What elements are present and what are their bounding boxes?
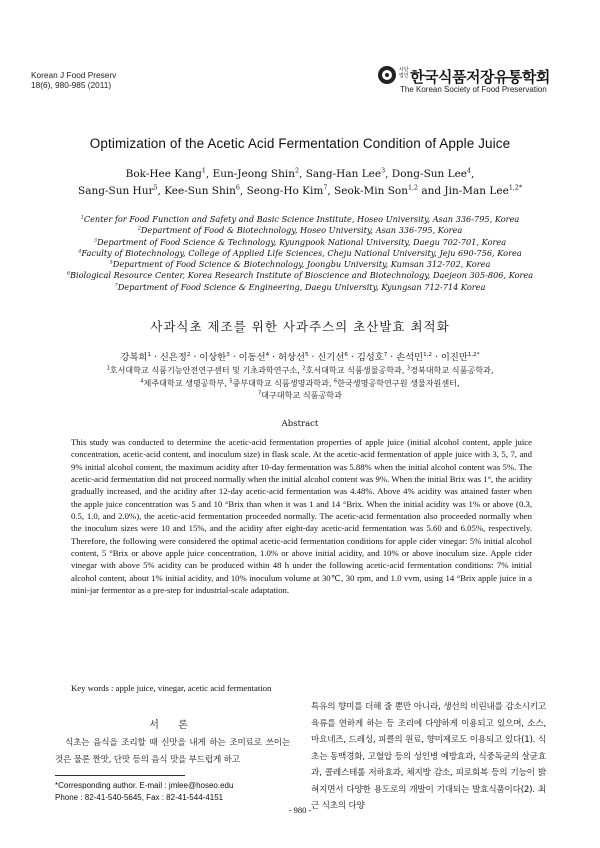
affiliation-list bbox=[0, 214, 600, 293]
author-name-kr: 이상한 bbox=[199, 352, 227, 363]
author-separator: , bbox=[239, 185, 247, 197]
affiliation-item bbox=[0, 237, 600, 248]
affiliation-text: Biological Resource Center, Korea Research Institute of Bioscience and Biotechnology, Daejeon 305-806, Korea bbox=[69, 270, 534, 281]
society-name-en: The Korean Society of Food Preservation bbox=[400, 85, 547, 94]
affiliation-mark-kr: 5 bbox=[229, 377, 233, 384]
journal-volume: 18(6), 980-985 (2011) bbox=[31, 80, 112, 90]
society-logo bbox=[378, 66, 578, 96]
affiliation-item bbox=[0, 225, 600, 236]
society-name-kr: 한국식품저장유통학회 bbox=[410, 68, 550, 86]
affiliation-text-kr: 경북대학교 식품공학과, bbox=[410, 365, 494, 375]
author-affil-mark: 2 bbox=[294, 167, 299, 175]
affiliation-item bbox=[0, 282, 600, 293]
author-affil-mark-kr: 3 bbox=[226, 351, 230, 358]
affiliation-text: Department of Food Science & Technology, Kyungpook National University, Daegu 702-701, Korea bbox=[96, 236, 507, 247]
footnote-divider bbox=[55, 775, 185, 776]
author-separator-kr: · bbox=[150, 352, 160, 363]
author-affil-mark-kr: 6 bbox=[344, 351, 348, 358]
author-affil-mark: 3 bbox=[381, 167, 386, 175]
affiliation-mark: 5 bbox=[109, 259, 113, 266]
affiliation-text-kr: 제주대학교 생명공학부, bbox=[143, 377, 230, 388]
affiliation-mark: 1 bbox=[80, 214, 84, 221]
author-affil-mark: 4 bbox=[467, 167, 472, 175]
affiliation-text-kr: 호서대학교 식품생물공학과, bbox=[305, 365, 407, 375]
affiliation-mark: 7 bbox=[114, 282, 118, 289]
author-name-kr: 손석민 bbox=[396, 352, 424, 363]
author-affil-mark-kr: 2 bbox=[186, 351, 191, 358]
author-name: Jin-Man Lee bbox=[444, 185, 509, 197]
affiliation-item bbox=[0, 214, 600, 225]
affiliation-text-kr: 중부대학교 식품생명과학과, bbox=[232, 377, 335, 388]
affiliation-line-kr bbox=[0, 389, 600, 402]
affiliation-mark-kr: 3 bbox=[407, 365, 411, 372]
author-separator: and bbox=[418, 185, 445, 197]
affiliation-text-kr: 호서대학교 식품기능안전연구센터 및 기초과학연구소, bbox=[109, 365, 303, 375]
footnote-phone: Phone : 82-41-540-5645, Fax : 82-41-544-4151 bbox=[55, 792, 224, 802]
author-name: Sang-Sun Hur bbox=[78, 185, 154, 197]
section-heading-introduction: 서 론 bbox=[149, 720, 196, 731]
author-name: Kee-Sun Shin bbox=[164, 185, 236, 197]
author-separator: , bbox=[157, 185, 165, 197]
author-name-kr: 강복희 bbox=[120, 352, 148, 363]
affiliation-mark-kr: 7 bbox=[258, 390, 262, 397]
author-separator-kr: · bbox=[269, 352, 279, 363]
corresponding-author-footnote bbox=[55, 780, 233, 803]
author-name: Dong-Sun Lee bbox=[391, 168, 468, 180]
author-separator: , bbox=[299, 168, 306, 180]
society-small-label: 사단 법인 bbox=[399, 67, 409, 79]
author-separator: , bbox=[385, 168, 392, 180]
author-line-2 bbox=[0, 183, 600, 200]
affiliation-text: Department of Food Science & Biotechnology, Joongbu University, Kumsan 312-702, Korea bbox=[112, 259, 491, 270]
author-affil-mark-kr: 1,2 bbox=[423, 351, 433, 358]
affiliation-text-kr: 한국생명공학연구원 생물자원센터, bbox=[337, 377, 460, 388]
author-affil-mark: 6 bbox=[235, 184, 240, 192]
author-name-kr: 이동선 bbox=[238, 352, 266, 363]
author-separator-kr: · bbox=[387, 352, 397, 363]
author-separator-kr: · bbox=[347, 352, 357, 363]
author-separator: , bbox=[205, 168, 213, 180]
author-affil-mark-kr: 4 bbox=[265, 351, 270, 358]
affiliation-item bbox=[0, 270, 600, 281]
affiliation-list-kr bbox=[0, 364, 600, 402]
abstract-heading: Abstract bbox=[281, 419, 319, 429]
affiliation-mark: 3 bbox=[93, 236, 97, 243]
author-name-kr: 허상선 bbox=[278, 352, 305, 363]
affiliation-mark-kr: 2 bbox=[302, 365, 306, 372]
author-name-kr: 이진만 bbox=[440, 352, 468, 363]
affiliation-item bbox=[0, 248, 600, 259]
keywords: Key words : apple juice, vinegar, acetic acid fermentation bbox=[71, 683, 272, 693]
author-name-kr: 김성호 bbox=[356, 352, 384, 363]
author-affil-mark: 1,2 bbox=[407, 184, 418, 192]
affiliation-mark: 4 bbox=[78, 248, 82, 255]
author-affil-mark: 5 bbox=[153, 184, 158, 192]
affiliation-text: Department of Food Science & Engineering, Daegu University, Kyungsan 712-714 Korea bbox=[117, 281, 486, 292]
author-name: Sang-Han Lee bbox=[305, 168, 382, 180]
affiliation-text: Center for Food Function and Safety and Basic Science Institute, Hoseo University, Asan 336-795, Korea bbox=[83, 214, 520, 224]
author-separator-kr: · bbox=[190, 352, 200, 363]
affiliation-text: Faculty of Biotechnology, College of Applied Life Sciences, Cheju National University, Jeju 690-756, Korea bbox=[81, 247, 522, 258]
author-name: Seok-Min Son bbox=[334, 185, 408, 197]
author-affil-mark: 7 bbox=[323, 184, 328, 192]
affiliation-mark-kr: 6 bbox=[334, 377, 338, 384]
author-separator: , bbox=[327, 185, 335, 197]
author-affil-mark: 1,2* bbox=[508, 184, 522, 192]
author-name: Bok-Hee Kang bbox=[125, 168, 202, 180]
society-emblem-icon bbox=[378, 66, 396, 84]
author-separator-kr: · bbox=[432, 352, 441, 363]
author-separator-kr: · bbox=[308, 352, 318, 363]
affiliation-text: Department of Food & Biotechnology, Hoseo University, Asan 336-795, Korea bbox=[140, 225, 463, 236]
affiliation-mark: 2 bbox=[137, 225, 141, 232]
intro-column-left bbox=[55, 735, 290, 768]
author-separator: , bbox=[471, 168, 475, 180]
journal-name: Korean J Food Preserv bbox=[31, 70, 117, 80]
footnote-email: *Corresponding author. E-mail : jmlee@hoseo.edu bbox=[55, 781, 234, 790]
page-number: - 980 - bbox=[288, 805, 312, 815]
author-name: Seong-Ho Kim bbox=[246, 185, 324, 197]
affiliation-line-kr bbox=[0, 377, 600, 390]
affiliation-mark-kr: 4 bbox=[140, 377, 144, 384]
intro-paragraph-right: 특유의 향미를 더해 줄 뿐만 아니라, 생선의 비린내를 감소시키고 육류를 연하게 하는 등 조리에 다양하게 이용되고 있으며, 소스, 마요네즈, 드레싱, 피클의 원료, 향미제로도 이용되고 있다(1). 식초는 동맥경화, 고혈압 등의 성인병 예방효과, 식중독균의 살균효과, 콜레스테롤 저하효과, 체지방 감소, 피로회복 등의 기능이 밝혀지면서 다양한 용도로의 개발이 기대되는 발효식품이다(2). 최근 식초의 다양 bbox=[311, 702, 546, 811]
author-name: Eun-Jeong Shin bbox=[212, 168, 295, 180]
affiliation-line-kr bbox=[0, 364, 600, 377]
author-affil-mark-kr: 1,2* bbox=[467, 351, 480, 358]
author-affil-mark-kr: 7 bbox=[383, 351, 388, 358]
author-name-kr: 신은정 bbox=[159, 352, 187, 363]
abstract-body: This study was conducted to determine the acetic-acid fermentation properties of apple juice (initial alcohol content, apple juice concentration, acetic-acid content, and inoculum size) in flask scale. At the acetic-acid fermentation of apple juice with 3, 5, 7, and 9% initial alcohol content, the maximum acidity after 10-day fermentation was 5.88% when the initial alcohol content was 5%. The acetic-acid fermentation did not proceed normally when the initial alcohol content was 9%. When the initial Brix was 1°, the acidity gradually increased, and the acidity after 12-day acetic-acid fermentation was 4.48%. Above 4% acidity was attained faster when the apple juice concentration was 5 and 10 °Brix than when it was 1 and 14 °Brix. When the initial acidity was 1% or above (0.3, 0.5, 1.0, and 2.0%), the acetic-acid fermentation proceeded normally. The acetic-acid fermentation also proceeded normally when the inoculum sizes were 10 and 15%, and the acidity after eight-day acetic-acid fermentation was 5.60 and 6.05%, respectively. Therefore, the following were considered the optimal acetic-acid fermentation conditions for apple cider vinegar: 5% initial alcohol content, 5 °Brix or above apple juice concentration, 1.0% or above initial acidity, and 10% or above inoculum size. Apple cider vinegar with above 5% acidity can be produced within 48 h under the following acetic-acid fermentation conditions: 7% initial alcohol content, about 1% initial acidity, and 10% inoculum volume at 30℃, 30 rpm, and 1.0 vvm, using 14 °Brix apple juice in a mini-jar fermentor as a pre-step for industrial-scale adaptation. bbox=[71, 437, 532, 596]
author-list-kr bbox=[0, 349, 600, 363]
author-affil-mark-kr: 5 bbox=[304, 351, 309, 358]
paper-title-kr: 사과식초 제조를 위한 사과주스의 초산발효 최적화 bbox=[150, 319, 450, 334]
journal-citation bbox=[31, 70, 116, 90]
author-list bbox=[0, 166, 600, 200]
paper-title: Optimization of the Acetic Acid Fermentation Condition of Apple Juice bbox=[89, 136, 511, 151]
affiliation-item bbox=[0, 259, 600, 270]
affiliation-text-kr: 대구대학교 식품공학과 bbox=[261, 390, 342, 400]
intro-paragraph-left: 식초는 음식을 조리할 때 신맛을 내게 하는 조미료로 쓰이는 것은 물론 짠맛, 단맛 등의 음식 맛을 부드럽게 하고 bbox=[55, 738, 290, 765]
author-affil-mark-kr: 1 bbox=[147, 351, 151, 358]
author-separator-kr: · bbox=[229, 352, 239, 363]
author-name-kr: 신기선 bbox=[317, 352, 345, 363]
affiliation-mark: 6 bbox=[66, 270, 70, 277]
intro-column-right bbox=[311, 699, 546, 815]
affiliation-mark-kr: 1 bbox=[106, 365, 110, 372]
author-line-1 bbox=[0, 166, 600, 183]
author-affil-mark: 1 bbox=[201, 167, 206, 175]
